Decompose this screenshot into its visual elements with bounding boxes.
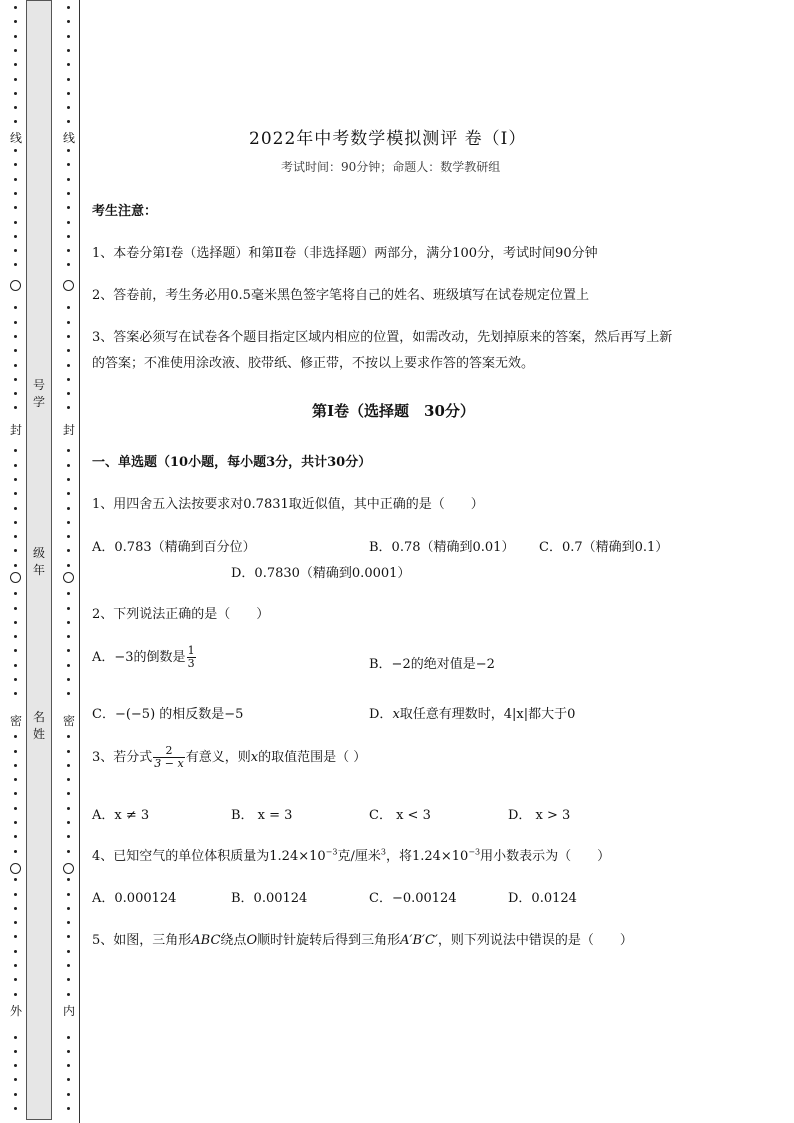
binding-dot xyxy=(67,821,70,824)
binding-dot xyxy=(67,535,70,538)
binding-dot xyxy=(14,935,17,938)
binding-dot xyxy=(14,364,17,367)
question-3-option-a: A．x ≠ 3 xyxy=(92,808,150,823)
binding-dot xyxy=(67,621,70,624)
binding-dot xyxy=(14,178,17,181)
inner-char-xian: 线 xyxy=(62,131,75,145)
binding-dot xyxy=(14,492,17,495)
question-4-option-a: A．0.000124 xyxy=(92,891,177,906)
binding-dot xyxy=(67,1064,70,1067)
binding-dot xyxy=(14,549,17,552)
binding-dot xyxy=(14,821,17,824)
binding-dot xyxy=(14,349,17,352)
binding-dot xyxy=(67,549,70,552)
question-1-option-a: A．0.783（精确到百分位） xyxy=(92,540,256,555)
binding-dot xyxy=(67,306,70,309)
binding-dot xyxy=(14,978,17,981)
binding-dot xyxy=(14,378,17,381)
question-3-option-c: C． x < 3 xyxy=(369,808,431,823)
binding-dot xyxy=(14,950,17,953)
binding-dot xyxy=(14,192,17,195)
inner-dot-column xyxy=(62,0,76,1123)
binding-dot xyxy=(67,63,70,66)
binding-dot xyxy=(14,263,17,266)
notice-item-2: 2、答卷前，考生务必用0.5毫米黑色签字笔将自己的姓名、班级填写在试卷规定位置上 xyxy=(92,288,589,303)
binding-dot xyxy=(67,392,70,395)
binding-dot xyxy=(14,335,17,338)
notice-item-3-line-1: 3、答案必须写在试卷各个题目指定区域内相应的位置，如需改动，先划掉原来的答案，然后再写上新 xyxy=(92,330,673,345)
question-4-stem: 4、已知空气的单位体积质量为$1.24\times 10^{-3}$克/厘米$^3$，将$1.24\times 10^{-3}$用小数表示为（ ） xyxy=(92,847,611,864)
binding-dot xyxy=(67,335,70,338)
binding-dot xyxy=(67,20,70,23)
binding-dot xyxy=(67,935,70,938)
binding-circle-icon xyxy=(10,863,21,874)
question-3-stem: 3、若分式 $\frac{2}{3 - x}$ 有意义，则x的取值范围是（ ） xyxy=(92,744,367,770)
binding-dot xyxy=(14,921,17,924)
binding-dot xyxy=(67,235,70,238)
binding-dot xyxy=(14,106,17,109)
binding-dot xyxy=(14,635,17,638)
inner-char-feng: 封 xyxy=(62,423,75,437)
binding-dot xyxy=(14,649,17,652)
binding-dot xyxy=(14,478,17,481)
binding-dot xyxy=(67,192,70,195)
binding-dot xyxy=(67,592,70,595)
binding-dot xyxy=(67,750,70,753)
binding-dot xyxy=(67,349,70,352)
binding-dot xyxy=(67,6,70,9)
binding-dot xyxy=(14,306,17,309)
binding-dot xyxy=(67,35,70,38)
binding-dot xyxy=(67,1093,70,1096)
outer-char-xian: 线 xyxy=(9,131,22,145)
binding-dot xyxy=(14,120,17,123)
outer-char-feng: 封 xyxy=(9,423,22,437)
binding-dot xyxy=(67,507,70,510)
binding-dot xyxy=(67,807,70,810)
binding-dot xyxy=(14,321,17,324)
binding-dot xyxy=(67,178,70,181)
notice-heading: 考生注意： xyxy=(92,204,158,219)
binding-dot xyxy=(67,792,70,795)
binding-dot xyxy=(67,778,70,781)
notice-item-1: 1、本卷分第Ⅰ卷（选择题）和第Ⅱ卷（非选择题）两部分，满分100分，考试时间90分钟 xyxy=(92,246,598,261)
section-title: 第Ⅰ卷（选择题 30分） xyxy=(312,402,475,420)
question-1-option-c: C．0.7（精确到0.1） xyxy=(539,540,669,555)
binding-dot xyxy=(67,120,70,123)
binding-dot xyxy=(67,692,70,695)
binding-dot xyxy=(14,893,17,896)
binding-dot xyxy=(67,1050,70,1053)
fraction-one-third: $\frac{1}{3}$ xyxy=(187,644,195,670)
binding-dot xyxy=(67,649,70,652)
binding-dot xyxy=(14,750,17,753)
binding-dot xyxy=(67,521,70,524)
binding-dot xyxy=(67,78,70,81)
binding-dot xyxy=(14,1078,17,1081)
binding-dot xyxy=(67,950,70,953)
binding-dot xyxy=(67,492,70,495)
binding-dot xyxy=(67,564,70,567)
outer-char-wai: 外 xyxy=(9,1004,22,1018)
notice-item-3-line-2: 的答案；不准使用涂改液、胶带纸、修正带，不按以上要求作答的答案无效。 xyxy=(92,356,535,371)
binding-dot xyxy=(67,378,70,381)
binding-dot xyxy=(14,464,17,467)
outer-char-mi: 密 xyxy=(9,714,22,728)
binding-dot xyxy=(67,850,70,853)
binding-dot xyxy=(14,878,17,881)
label-name: 名姓 xyxy=(32,710,45,741)
binding-dot xyxy=(14,449,17,452)
binding-dot xyxy=(67,449,70,452)
binding-dot xyxy=(14,778,17,781)
exam-info: 考试时间：90分钟；命题人：数学教研组 xyxy=(281,160,501,174)
binding-dot xyxy=(14,206,17,209)
binding-dot xyxy=(67,263,70,266)
binding-dot xyxy=(14,149,17,152)
binding-dot xyxy=(14,535,17,538)
binding-dot xyxy=(67,163,70,166)
binding-dot xyxy=(67,664,70,667)
binding-dot xyxy=(14,35,17,38)
question-3-option-d: D． x > 3 xyxy=(508,808,571,823)
question-5-stem: 5、如图，三角形ABC绕点O顺时针旋转后得到三角形A′B′C′，则下列说法中错误的是（ ） xyxy=(92,933,633,948)
binding-dot xyxy=(67,764,70,767)
question-4-option-b: B．0.00124 xyxy=(231,891,308,906)
binding-circle-icon xyxy=(63,572,74,583)
question-3-option-b: B． x = 3 xyxy=(231,808,293,823)
binding-circle-icon xyxy=(10,280,21,291)
binding-dot xyxy=(14,592,17,595)
binding-dot xyxy=(14,78,17,81)
binding-dot xyxy=(14,63,17,66)
binding-dot xyxy=(14,49,17,52)
binding-dot xyxy=(14,664,17,667)
binding-dot xyxy=(14,92,17,95)
binding-circle-icon xyxy=(10,572,21,583)
binding-dot xyxy=(67,735,70,738)
name-strip xyxy=(26,0,52,1120)
binding-dot xyxy=(14,521,17,524)
binding-dot xyxy=(67,49,70,52)
binding-dot xyxy=(67,678,70,681)
binding-dot xyxy=(14,249,17,252)
binding-dot xyxy=(14,406,17,409)
binding-dot xyxy=(14,564,17,567)
binding-dot xyxy=(67,406,70,409)
binding-dot xyxy=(67,206,70,209)
binding-dot xyxy=(14,221,17,224)
binding-dot xyxy=(67,993,70,996)
binding-dot xyxy=(14,392,17,395)
binding-dot xyxy=(67,464,70,467)
binding-dot xyxy=(14,507,17,510)
binding-dot xyxy=(67,149,70,152)
binding-dot xyxy=(14,235,17,238)
binding-dot xyxy=(67,478,70,481)
binding-dot xyxy=(14,607,17,610)
binding-circle-icon xyxy=(63,280,74,291)
binding-dot xyxy=(67,1078,70,1081)
binding-dot xyxy=(67,364,70,367)
binding-dot xyxy=(14,1050,17,1053)
page-title: 2022年中考数学模拟测评 卷（Ⅰ） xyxy=(249,129,527,149)
binding-dot xyxy=(67,321,70,324)
label-student-number: 号学 xyxy=(32,378,45,409)
binding-dot xyxy=(67,964,70,967)
question-2-option-b: B．−2的绝对值是−2 xyxy=(369,657,495,672)
binding-dot xyxy=(14,807,17,810)
inner-char-nei: 内 xyxy=(62,1004,75,1018)
binding-dot xyxy=(67,221,70,224)
binding-dot xyxy=(14,735,17,738)
question-4-option-c: C．−0.00124 xyxy=(369,891,457,906)
question-2-stem: 2、下列说法正确的是（ ） xyxy=(92,607,270,622)
label-grade: 级年 xyxy=(32,546,45,577)
margin-rule xyxy=(79,0,80,1123)
binding-dot xyxy=(14,850,17,853)
question-2-option-d: D．x取任意有理数时，4|x|都大于0 xyxy=(369,707,576,722)
question-2-option-a: A．−3的倒数是 $\frac{1}{3}$ xyxy=(92,644,195,670)
inner-char-mi: 密 xyxy=(62,714,75,728)
binding-dot xyxy=(14,678,17,681)
binding-dot xyxy=(14,835,17,838)
question-4-option-d: D．0.0124 xyxy=(508,891,577,906)
binding-dot xyxy=(14,1064,17,1067)
binding-dot xyxy=(14,792,17,795)
binding-dot xyxy=(14,20,17,23)
binding-margin xyxy=(0,0,82,1123)
binding-dot xyxy=(67,1107,70,1110)
binding-dot xyxy=(67,907,70,910)
binding-dot xyxy=(67,835,70,838)
binding-dot xyxy=(14,1107,17,1110)
binding-dot xyxy=(67,1036,70,1039)
binding-dot xyxy=(67,249,70,252)
binding-dot xyxy=(14,163,17,166)
fraction-2-over-3-minus-x: $\frac{2}{3 - x}$ xyxy=(154,744,184,770)
binding-dot xyxy=(14,692,17,695)
binding-dot xyxy=(67,921,70,924)
binding-dot xyxy=(67,607,70,610)
question-1-option-b: B．0.78（精确到0.01） xyxy=(369,540,515,555)
binding-dot xyxy=(67,978,70,981)
binding-dot xyxy=(14,6,17,9)
outer-dot-column xyxy=(9,0,23,1123)
binding-dot xyxy=(14,764,17,767)
question-1-option-d: D．0.7830（精确到0.0001） xyxy=(231,566,411,581)
binding-dot xyxy=(67,92,70,95)
part-heading: 一、单选题（10小题，每小题3分，共计30分） xyxy=(92,455,372,470)
binding-dot xyxy=(67,106,70,109)
binding-dot xyxy=(67,893,70,896)
binding-dot xyxy=(14,1036,17,1039)
binding-dot xyxy=(67,635,70,638)
binding-dot xyxy=(14,993,17,996)
binding-dot xyxy=(14,621,17,624)
binding-dot xyxy=(14,907,17,910)
question-2-option-c: C．−(−5) 的相反数是−5 xyxy=(92,707,244,722)
binding-circle-icon xyxy=(63,863,74,874)
question-1-stem: 1、用四舍五入法按要求对0.7831取近似值，其中正确的是（ ） xyxy=(92,497,484,512)
binding-dot xyxy=(14,1093,17,1096)
binding-dot xyxy=(67,878,70,881)
binding-dot xyxy=(14,964,17,967)
